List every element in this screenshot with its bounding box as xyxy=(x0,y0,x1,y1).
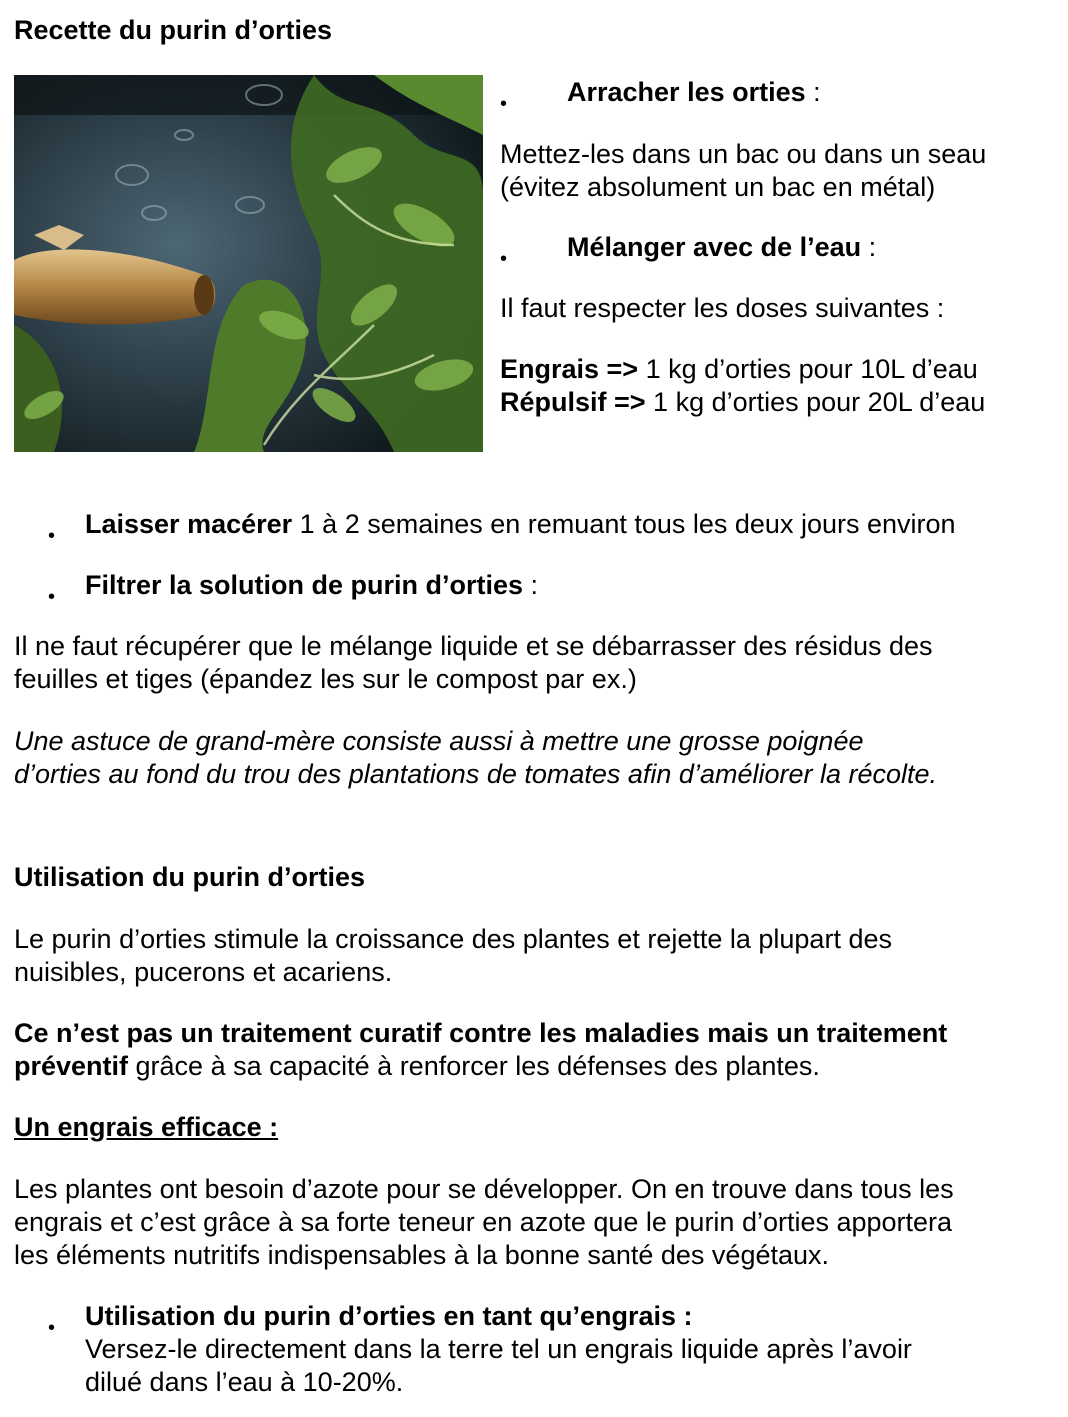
step-melanger xyxy=(567,231,876,264)
bullet-icon: • xyxy=(48,586,56,608)
text-line: Une astuce de grand-mère consiste aussi à mettre une grosse poignée xyxy=(14,726,864,756)
doses-list xyxy=(500,353,985,419)
bullet-icon: • xyxy=(500,248,508,270)
fertilizer-text xyxy=(14,1173,954,1272)
text-line: Le purin d’orties stimule la croissance des plantes et rejette la plupart des xyxy=(14,924,892,954)
usage-intro xyxy=(14,923,892,989)
bullet-icon: • xyxy=(48,525,56,547)
nettle-photo-illustration xyxy=(14,75,483,452)
recipe-title: Recette du purin d’orties xyxy=(14,15,333,45)
text-line: Versez-le directement dans la terre tel un engrais liquide après l’avoir xyxy=(85,1334,912,1364)
text-line: Mettez-les dans un bac ou dans un seau xyxy=(500,139,987,169)
text-line: nuisibles, pucerons et acariens. xyxy=(14,957,393,987)
text-line: d’orties au fond du trou des plantations de tomates afin d’améliorer la récolte. xyxy=(14,759,938,789)
text-line: (évitez absolument un bac en métal) xyxy=(500,172,936,202)
text-line: les éléments nutritifs indispensables à la bonne santé des végétaux. xyxy=(14,1240,830,1270)
step-arracher xyxy=(567,76,821,109)
bullet-icon: • xyxy=(500,93,508,115)
step-melanger-suffix: : xyxy=(861,232,877,262)
dose-repulsif xyxy=(500,386,985,419)
step-filtrer-label: Filtrer la solution de purin d’orties xyxy=(85,570,524,600)
step-arracher-label: Arracher les orties xyxy=(567,77,806,107)
text-line: Il ne faut récupérer que le mélange liquide et se débarrasser des résidus des xyxy=(14,631,933,661)
fertilizer-usage-label: Utilisation du purin d’orties en tant qu’engrais : xyxy=(85,1301,693,1331)
fertilizer-heading: Un engrais efficace : xyxy=(14,1112,279,1142)
fertilizer-usage xyxy=(85,1300,912,1399)
text-line: feuilles et tiges (épandez les sur le compost par ex.) xyxy=(14,664,637,694)
text-line: engrais et c’est grâce à sa forte teneur en azote que le purin d’orties apportera xyxy=(14,1207,953,1237)
warning-line-1: Ce n’est pas un traitement curatif contre les maladies mais un traitement xyxy=(14,1018,948,1048)
step-melanger-label: Mélanger avec de l’eau xyxy=(567,232,862,262)
warning-bold: préventif xyxy=(14,1051,129,1081)
usage-title: Utilisation du purin d’orties xyxy=(14,862,365,892)
text-line: dilué dans l’eau à 10-20%. xyxy=(85,1367,404,1397)
step-filtrer-suffix: : xyxy=(523,570,539,600)
dose-repulsif-value: 1 kg d’orties pour 20L d’eau xyxy=(645,387,986,417)
nettle-photo xyxy=(14,75,483,452)
warning-line-2 xyxy=(14,1050,947,1083)
grandmother-tip xyxy=(14,725,937,791)
bullet-icon: • xyxy=(48,1317,56,1339)
dose-engrais-value: 1 kg d’orties pour 10L d’eau xyxy=(638,354,978,384)
step-macerer-label: Laisser macérer xyxy=(85,509,293,539)
step-arracher-text xyxy=(500,138,986,204)
usage-warning xyxy=(14,1017,947,1083)
step-filtrer xyxy=(85,569,538,602)
doses-intro: Il faut respecter les doses suivantes : xyxy=(500,293,945,323)
step-macerer xyxy=(85,508,956,541)
dose-repulsif-label: Répulsif => xyxy=(500,387,646,417)
dose-engrais xyxy=(500,353,985,386)
step-arracher-suffix: : xyxy=(805,77,821,107)
filter-text xyxy=(14,630,933,696)
step-macerer-text: 1 à 2 semaines en remuant tous les deux jours environ xyxy=(292,509,956,539)
warning-rest: grâce à sa capacité à renforcer les défenses des plantes. xyxy=(128,1051,820,1081)
dose-engrais-label: Engrais => xyxy=(500,354,639,384)
text-line: Les plantes ont besoin d’azote pour se développer. On en trouve dans tous les xyxy=(14,1174,954,1204)
